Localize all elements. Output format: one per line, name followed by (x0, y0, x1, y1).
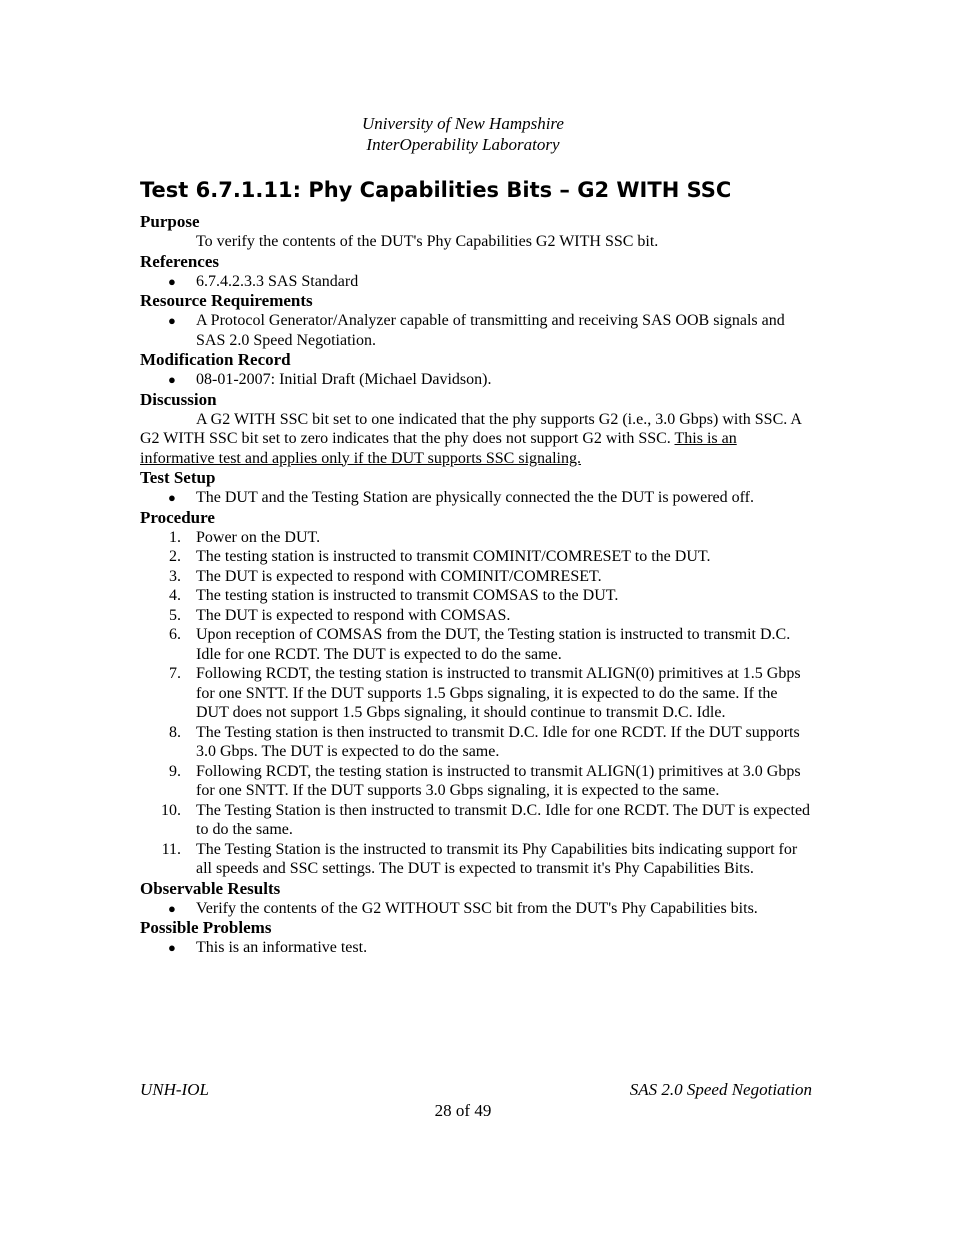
list-item (140, 899, 812, 919)
page-number: 28 of 49 (434, 1101, 492, 1120)
problems-list (140, 938, 812, 958)
header-university: University of New Hampshire (362, 114, 564, 133)
footer-org: UNH-IOL (140, 1080, 209, 1099)
list-item (140, 370, 812, 390)
discussion-heading: Discussion (140, 389, 217, 409)
list-item (140, 272, 812, 292)
step-text: The testing station is instructed to transmit COMSAS to the DUT. (196, 587, 619, 604)
observable-list (140, 899, 812, 919)
step-text: Power on the DUT. (196, 528, 321, 546)
resources-heading: Resource Requirements (140, 291, 313, 310)
procedure-list (140, 528, 812, 879)
observable-heading: Observable Results (140, 878, 281, 898)
step-number: 2. (169, 548, 181, 565)
step-text: The Testing Station is the instructed to transmit its Phy Capabilities bits indicating support for all speeds and SSC settings. The DUT is expected to transmit it's Phy Capabilities Bits. (196, 840, 798, 877)
list-item-text: 6.7.4.2.3.3 SAS Standard (196, 272, 359, 290)
step-number: 11. (161, 840, 181, 858)
step-text: The Testing Station is then instructed to transmit D.C. Idle for one RCDT. The DUT is expected to do the same. (196, 801, 811, 838)
step-number: 7. (169, 665, 181, 682)
step-number: 3. (169, 567, 181, 585)
test-title: Test 6.7.1.11: Phy Capabilities Bits – G2 WITH SSC (140, 178, 732, 202)
setup-list (140, 488, 812, 508)
procedure-step (140, 664, 812, 723)
modification-list (140, 370, 812, 390)
step-text: The Testing station is then instructed to transmit D.C. Idle for one RCDT. If the DUT supports 3.0 Gbps. The DUT is expected to do the same. (196, 723, 800, 760)
bullet-icon: ● (168, 900, 176, 916)
step-text: Upon reception of COMSAS from the DUT, the Testing station is instructed to transmit D.C. Idle for one RCDT. The DUT is expected to do the same. (196, 626, 791, 663)
procedure-step (140, 586, 812, 606)
step-number: 8. (169, 723, 181, 741)
procedure-step (140, 606, 812, 626)
discussion-body: A G2 WITH SSC bit set to one indicated that the phy supports G2 (i.e., 3.0 Gbps) with SSC. A G2 WITH SSC bit set to zero indicates that the phy does not support G2 with SSC. (140, 410, 802, 447)
footer-doc-title: SAS 2.0 Speed Negotiation (629, 1080, 812, 1099)
discussion-underlined-note: This is an informative test and applies only if the DUT supports SSC signaling. (140, 430, 737, 467)
modification-heading: Modification Record (140, 350, 291, 369)
procedure-step (140, 840, 812, 879)
bullet-icon: ● (168, 490, 176, 505)
setup-heading: Test Setup (140, 468, 216, 487)
step-number: 1. (169, 528, 181, 546)
step-number: 6. (169, 626, 181, 643)
step-text: The DUT is expected to respond with COMSAS. (196, 606, 511, 624)
step-number: 10. (161, 801, 181, 819)
list-item (140, 938, 812, 958)
purpose-heading: Purpose (140, 212, 200, 231)
resources-list (140, 311, 812, 350)
procedure-step (140, 528, 812, 548)
step-text: Following RCDT, the testing station is instructed to transmit ALIGN(0) primitives at 1.5 Gbps for one SNTT. If the DUT supports 1.5 Gbps signaling, it is expected to do the same. If the DUT does not support 1.5 Gbps signaling, it should continue to transmit D.C. Idle. (196, 665, 801, 721)
page-header (0, 113, 926, 155)
bullet-icon: ● (168, 313, 176, 328)
procedure-heading: Procedure (140, 507, 215, 527)
list-item-text: A Protocol Generator/Analyzer capable of transmitting and receiving SAS OOB signals and SAS 2.0 Speed Negotiation. (196, 312, 785, 349)
list-item-text: The DUT and the Testing Station are physically connected the the DUT is powered off. (196, 489, 754, 506)
document-body (140, 176, 812, 958)
list-item-text: Verify the contents of the G2 WITHOUT SSC bit from the DUT's Phy Capabilities bits. (196, 899, 758, 917)
step-text: The testing station is instructed to transmit COMINIT/COMRESET to the DUT. (196, 548, 711, 565)
purpose-text: To verify the contents of the DUT's Phy Capabilities G2 WITH SSC bit. (196, 233, 659, 250)
problems-heading: Possible Problems (140, 918, 272, 937)
procedure-step (140, 762, 812, 801)
list-item (140, 488, 812, 508)
bullet-icon: ● (168, 372, 176, 387)
list-item-text: 08-01-2007: Initial Draft (Michael Davidson). (196, 371, 492, 388)
discussion-text (140, 410, 812, 469)
step-text: Following RCDT, the testing station is instructed to transmit ALIGN(1) primitives at 3.0 Gbps for one SNTT. If the DUT supports 3.0 Gbps signaling, it is expected to the same. (196, 762, 801, 799)
step-text: The DUT is expected to respond with COMINIT/COMRESET. (196, 567, 602, 585)
references-heading: References (140, 251, 219, 271)
procedure-step (140, 723, 812, 762)
list-item-text: This is an informative test. (196, 939, 368, 956)
references-list (140, 272, 812, 292)
step-number: 4. (169, 587, 181, 604)
procedure-step (140, 801, 812, 840)
procedure-step (140, 547, 812, 567)
bullet-icon: ● (168, 940, 176, 955)
step-number: 9. (169, 762, 181, 780)
step-number: 5. (169, 606, 181, 624)
list-item (140, 311, 812, 350)
header-lab: InterOperability Laboratory (366, 135, 560, 154)
procedure-step (140, 567, 812, 587)
bullet-icon: ● (168, 273, 176, 289)
procedure-step (140, 625, 812, 664)
